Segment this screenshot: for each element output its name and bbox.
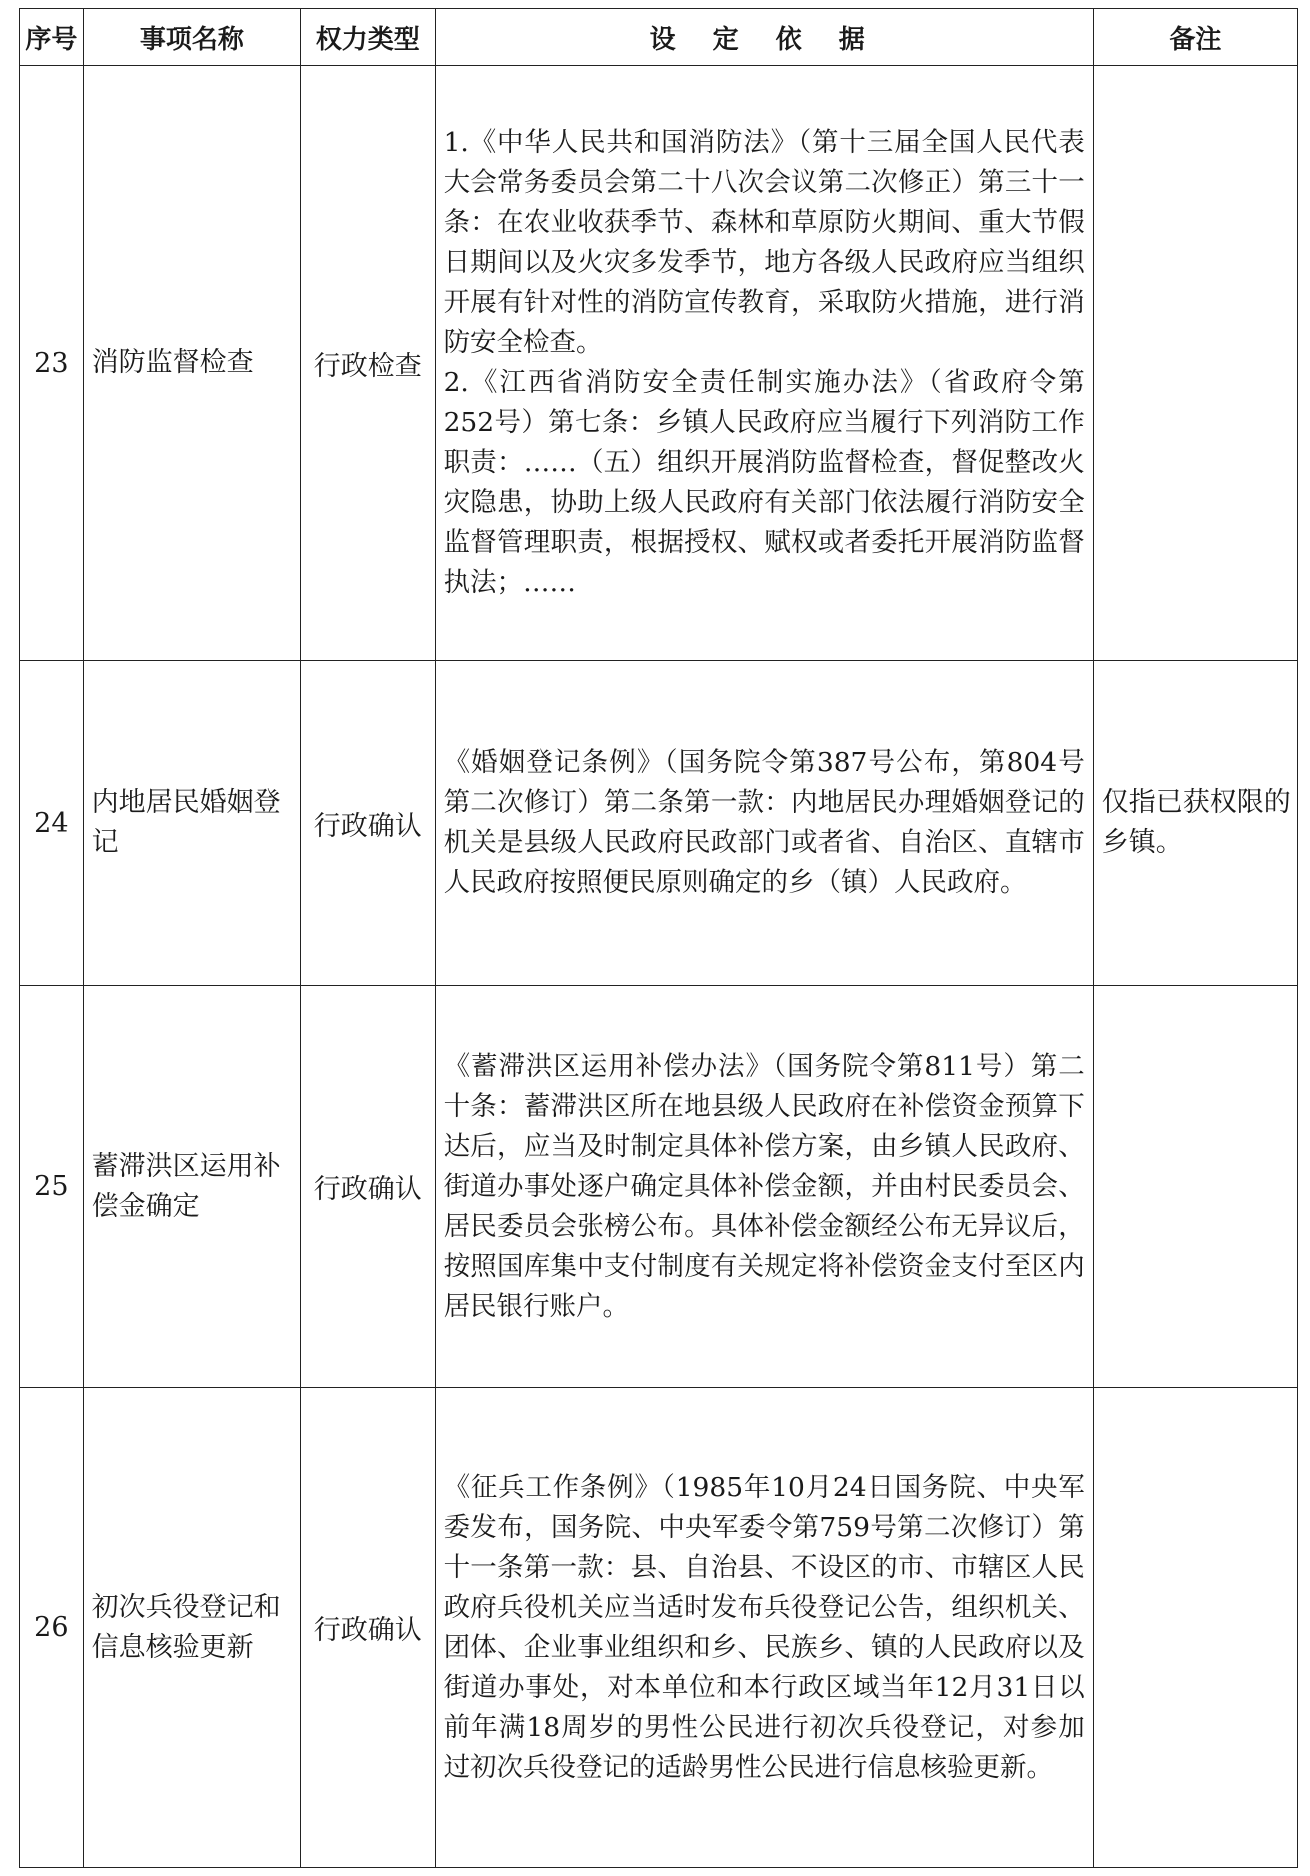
- row-name: 蓄滞洪区运用补偿金确定: [83, 986, 300, 1388]
- row-type: 行政确认: [301, 1388, 436, 1868]
- row-type: 行政检查: [301, 66, 436, 661]
- row-type: 行政确认: [301, 661, 436, 986]
- row-type: 行政确认: [301, 986, 436, 1388]
- basis-paragraph: 1.《中华人民共和国消防法》（第十三届全国人民代表大会常务委员会第二十八次会议第二次修正）第三十一条：在农业收获季节、森林和草原防火期间、重大节假日期间以及火灾多发季节，地方各级人民政府应当组织开展有针对性的消防宣传教育，采取防火措施，进行消防安全检查。: [443, 127, 1085, 359]
- table-row: [20, 66, 1298, 661]
- table-row: [20, 1388, 1298, 1868]
- row-basis: [435, 661, 1093, 986]
- table-row: [20, 661, 1298, 986]
- row-name: 内地居民婚姻登记: [83, 661, 300, 986]
- basis-paragraph: 《婚姻登记条例》（国务院令第387号公布，第804号第二次修订）第二条第一款：内地居民办理婚姻登记的机关是县级人民政府民政部门或者省、自治区、直辖市人民政府按照便民原则确定的乡（镇）人民政府。: [443, 747, 1085, 899]
- header-no: 序号: [20, 9, 84, 66]
- header-basis: 设 定 依 据: [435, 9, 1093, 66]
- header-note: 备注: [1093, 9, 1297, 66]
- row-note: 仅指已获权限的乡镇。: [1093, 661, 1297, 986]
- basis-paragraph: 2.《江西省消防安全责任制实施办法》（省政府令第252号）第七条：乡镇人民政府应当履行下列消防工作职责：……（五）组织开展消防监督检查，督促整改火灾隐患，协助上级人民政府有关部门依法履行消防安全监督管理职责，根据授权、赋权或者委托开展消防监督执法；……: [443, 367, 1085, 599]
- header-type: 权力类型: [301, 9, 436, 66]
- row-basis: [435, 986, 1093, 1388]
- header-row: [20, 9, 1298, 66]
- row-no: 24: [20, 661, 84, 986]
- authority-table: [19, 8, 1298, 1868]
- row-no: 26: [20, 1388, 84, 1868]
- table-row: [20, 986, 1298, 1388]
- basis-paragraph: 《征兵工作条例》（1985年10月24日国务院、中央军委发布，国务院、中央军委令第759号第二次修订）第十一条第一款：县、自治县、不设区的市、市辖区人民政府兵役机关应当适时发布兵役登记公告，组织机关、团体、企业事业组织和乡、民族乡、镇的人民政府以及街道办事处，对本单位和本行政区域当年12月31日以前年满18周岁的男性公民进行初次兵役登记，对参加过初次兵役登记的适龄男性公民进行信息核验更新。: [443, 1471, 1085, 1783]
- row-basis: [435, 1388, 1093, 1868]
- row-no: 23: [20, 66, 84, 661]
- row-name: 初次兵役登记和信息核验更新: [83, 1388, 300, 1868]
- row-basis: [435, 66, 1093, 661]
- basis-paragraph: 《蓄滞洪区运用补偿办法》（国务院令第811号）第二十条：蓄滞洪区所在地县级人民政府在补偿资金预算下达后，应当及时制定具体补偿方案，由乡镇人民政府、街道办事处逐户确定具体补偿金额，并由村民委员会、居民委员会张榜公布。具体补偿金额经公布无异议后，按照国库集中支付制度有关规定将补偿资金支付至区内居民银行账户。: [443, 1050, 1085, 1322]
- header-name: 事项名称: [83, 9, 300, 66]
- row-name: 消防监督检查: [83, 66, 300, 661]
- row-note: [1093, 66, 1297, 661]
- row-note: [1093, 1388, 1297, 1868]
- row-note: [1093, 986, 1297, 1388]
- row-no: 25: [20, 986, 84, 1388]
